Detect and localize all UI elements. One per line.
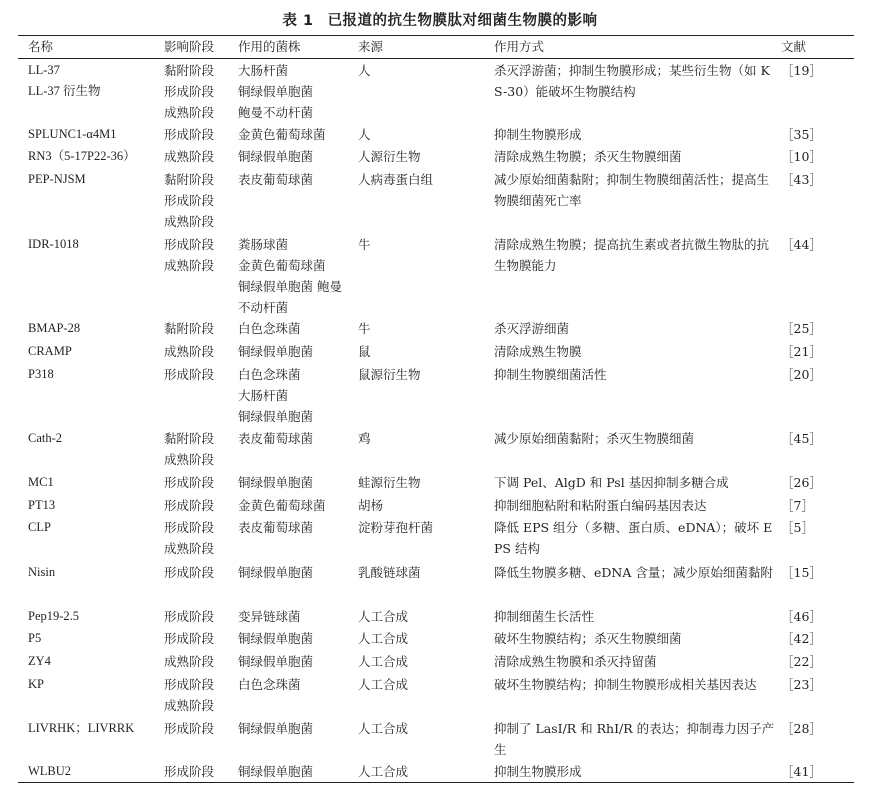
cell-strain: 铜绿假单胞菌 (238, 149, 314, 164)
cell-name: IDR-1018 (28, 237, 79, 251)
cell-source: 蛙源衍生物 (358, 475, 421, 490)
cell-source: 人源衍生物 (358, 149, 421, 164)
bottom-rule (18, 782, 854, 783)
cell-stage: 形成阶段 (164, 475, 215, 490)
header-ref: 文献 (781, 39, 807, 54)
cell-strain: 金黄色葡萄球菌 (238, 127, 326, 142)
cell-stage: 黏附阶段 形成阶段 成熟阶段 (164, 63, 215, 120)
cell-ref: ［43］ (781, 172, 822, 187)
cell-stage: 形成阶段 (164, 764, 215, 779)
cell-ref: ［46］ (781, 609, 822, 624)
cell-strain: 铜绿假单胞菌 (238, 565, 314, 580)
cell-ref: ［21］ (781, 344, 822, 359)
cell-ref: ［35］ (781, 127, 822, 142)
cell-name: KP (28, 677, 44, 691)
cell-name: PT13 (28, 498, 56, 512)
cell-stage: 形成阶段 (164, 721, 215, 736)
header-name: 名称 (28, 39, 54, 54)
cell-strain: 铜绿假单胞菌 (238, 344, 314, 359)
header-stage: 影响阶段 (164, 39, 215, 54)
cell-strain: 大肠杆菌 铜绿假单胞菌 鲍曼不动杆菌 (238, 63, 314, 120)
cell-stage: 形成阶段 (164, 631, 215, 646)
cell-stage: 成熟阶段 (164, 344, 215, 359)
cell-stage: 形成阶段 (164, 565, 215, 580)
cell-strain: 铜绿假单胞菌 (238, 631, 314, 646)
cell-name: MC1 (28, 475, 54, 489)
cell-source: 人工合成 (358, 721, 409, 736)
header-source: 来源 (358, 39, 384, 54)
header-mode: 作用方式 (494, 39, 545, 54)
cell-stage: 形成阶段 成熟阶段 (164, 520, 215, 556)
cell-strain: 铜绿假单胞菌 (238, 721, 314, 736)
cell-ref: ［10］ (781, 149, 822, 164)
cell-source: 人工合成 (358, 677, 409, 692)
cell-mode: 抑制生物膜形成 (494, 764, 582, 779)
cell-mode: 降低生物膜多糖、eDNA 含量；减少原始细菌黏附 (494, 565, 773, 580)
cell-strain: 铜绿假单胞菌 (238, 654, 314, 669)
cell-name: LL-37 LL-37 衍生物 (28, 63, 101, 98)
table-caption (0, 9, 880, 30)
cell-ref: ［44］ (781, 237, 822, 252)
cell-mode: 破坏生物膜结构；杀灭生物膜细菌 (494, 631, 682, 646)
cell-name: SPLUNC1-α4M1 (28, 127, 117, 141)
cell-name: CLP (28, 520, 51, 534)
cell-source: 人工合成 (358, 609, 409, 624)
cell-mode: 抑制细菌生长活性 (494, 609, 595, 624)
cell-strain: 粪肠球菌 金黄色葡萄球菌 铜绿假单胞菌 鲍曼不动杆菌 (238, 237, 342, 315)
table-number: 表 1 (282, 13, 314, 29)
cell-source: 人工合成 (358, 654, 409, 669)
cell-ref: ［42］ (781, 631, 822, 646)
cell-mode: 抑制了 LasI/R 和 RhI/R 的表达；抑制毒力因子产生 (494, 721, 775, 757)
cell-ref: ［22］ (781, 654, 822, 669)
cell-strain: 白色念珠菌 大肠杆菌 铜绿假单胞菌 (238, 367, 314, 424)
cell-ref: ［19］ (781, 63, 822, 78)
cell-ref: ［28］ (781, 721, 822, 736)
cell-mode: 抑制生物膜细菌活性 (494, 367, 607, 382)
cell-name: RN3（5-17P22-36） (28, 149, 136, 163)
cell-strain: 铜绿假单胞菌 (238, 475, 314, 490)
cell-mode: 抑制生物膜形成 (494, 127, 582, 142)
cell-source: 胡杨 (358, 498, 384, 513)
cell-name: Cath-2 (28, 431, 63, 445)
cell-name: BMAP-28 (28, 321, 81, 335)
cell-mode: 清除成熟生物膜 (494, 344, 582, 359)
cell-source: 人 (358, 127, 371, 142)
cell-stage: 黏附阶段 成熟阶段 (164, 431, 215, 467)
cell-source: 淀粉芽孢杆菌 (358, 520, 434, 535)
cell-name: PEP-NJSM (28, 172, 86, 186)
cell-source: 人 (358, 63, 371, 78)
cell-stage: 形成阶段 (164, 609, 215, 624)
cell-strain: 变异链球菌 (238, 609, 301, 624)
cell-source: 人工合成 (358, 764, 409, 779)
cell-strain: 铜绿假单胞菌 (238, 764, 314, 779)
cell-name: Nisin (28, 565, 56, 579)
cell-stage: 形成阶段 成熟阶段 (164, 677, 215, 713)
cell-source: 牛 (358, 237, 371, 252)
header-rule (18, 58, 854, 59)
cell-strain: 表皮葡萄球菌 (238, 520, 314, 535)
cell-stage: 成熟阶段 (164, 654, 215, 669)
header-strain: 作用的菌株 (238, 39, 301, 54)
cell-source: 鼠源衍生物 (358, 367, 421, 382)
cell-source: 牛 (358, 321, 371, 336)
cell-ref: ［45］ (781, 431, 822, 446)
cell-strain: 表皮葡萄球菌 (238, 431, 314, 446)
cell-mode: 降低 EPS 组分（多糖、蛋白质、eDNA）；破坏 EPS 结构 (494, 520, 773, 556)
cell-mode: 抑制细胞粘附和粘附蛋白编码基因表达 (494, 498, 707, 513)
cell-stage: 黏附阶段 形成阶段 成熟阶段 (164, 172, 215, 229)
cell-ref: ［26］ (781, 475, 822, 490)
cell-mode: 清除成熟生物膜和杀灭持留菌 (494, 654, 657, 669)
cell-name: P318 (28, 367, 54, 381)
cell-strain: 白色念珠菌 (238, 677, 301, 692)
cell-strain: 金黄色葡萄球菌 (238, 498, 326, 513)
cell-mode: 清除成熟生物膜；杀灭生物膜细菌 (494, 149, 682, 164)
cell-strain: 白色念珠菌 (238, 321, 301, 336)
cell-stage: 形成阶段 (164, 367, 215, 382)
cell-ref: ［20］ (781, 367, 822, 382)
cell-ref: ［5］ (781, 520, 814, 535)
cell-name: CRAMP (28, 344, 72, 358)
cell-mode: 下调 Pel、AlgD 和 Psl 基因抑制多糖合成 (494, 475, 729, 490)
table-title: 已报道的抗生物膜肽对细菌生物膜的影响 (327, 13, 598, 29)
cell-stage: 形成阶段 成熟阶段 (164, 237, 215, 273)
cell-stage: 形成阶段 (164, 498, 215, 513)
top-rule (18, 35, 854, 36)
cell-stage: 黏附阶段 (164, 321, 215, 336)
cell-mode: 杀灭浮游菌；抑制生物膜形成；某些衍生物（如 KS-30）能破坏生物膜结构 (494, 63, 770, 99)
cell-source: 鸡 (358, 431, 371, 446)
cell-mode: 破坏生物膜结构；抑制生物膜形成相关基因表达 (494, 677, 757, 692)
cell-ref: ［7］ (781, 498, 814, 513)
cell-name: Pep19-2.5 (28, 609, 80, 623)
cell-name: LIVRHK；LIVRRK (28, 721, 135, 735)
cell-name: P5 (28, 631, 42, 645)
cell-name: WLBU2 (28, 764, 72, 778)
cell-source: 乳酸链球菌 (358, 565, 421, 580)
cell-source: 人工合成 (358, 631, 409, 646)
cell-mode: 杀灭浮游细菌 (494, 321, 570, 336)
cell-stage: 成熟阶段 (164, 149, 215, 164)
cell-mode: 减少原始细菌黏附；杀灭生物膜细菌 (494, 431, 695, 446)
cell-stage: 形成阶段 (164, 127, 215, 142)
cell-name: ZY4 (28, 654, 51, 668)
cell-source: 人病毒蛋白组 (358, 172, 434, 187)
cell-ref: ［25］ (781, 321, 822, 336)
cell-ref: ［41］ (781, 764, 822, 779)
cell-source: 鼠 (358, 344, 371, 359)
cell-mode: 清除成熟生物膜；提高抗生素或者抗微生物肽的抗生物膜能力 (494, 237, 770, 273)
cell-mode: 减少原始细菌黏附；抑制生物膜细菌活性；提高生物膜细菌死亡率 (494, 172, 770, 208)
cell-ref: ［23］ (781, 677, 822, 692)
cell-strain: 表皮葡萄球菌 (238, 172, 314, 187)
cell-ref: ［15］ (781, 565, 822, 580)
